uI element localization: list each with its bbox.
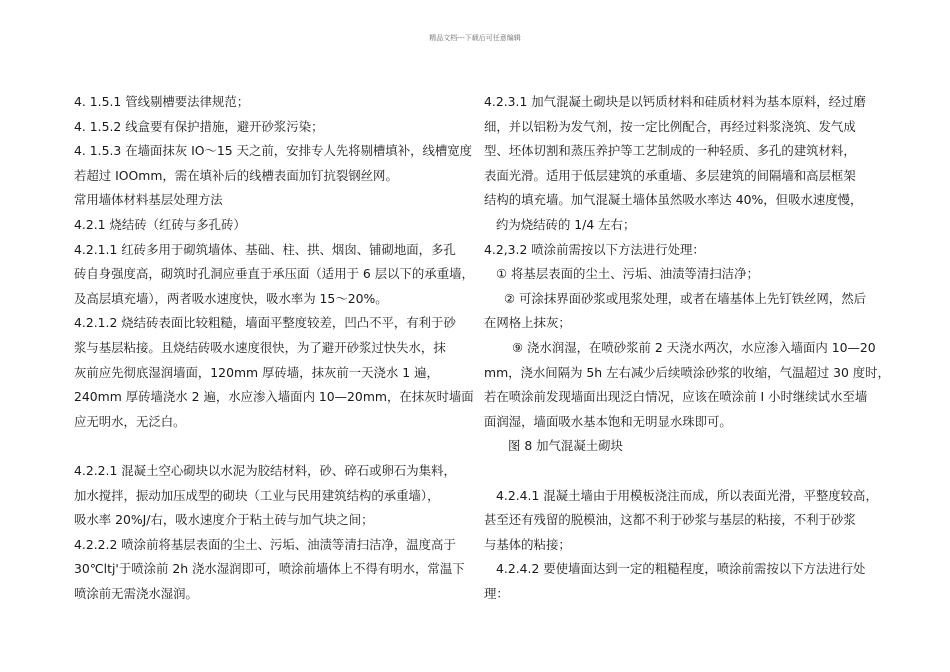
section-heading: 常用墙体材料基层处理方法 [74,192,223,208]
paragraph-4-2-3-1-cont: 型、坯体切割和蒸压养护等工艺制成的一种轻质、多孔的建筑材料， [484,143,856,159]
paragraph-4-2-3-1-cont: 表面光滑。适用于低层建筑的承重墙、多层建筑的间隔墙和高层框架 [484,167,856,183]
right-column [484,90,890,606]
subsection-heading-4-2-1: 4.2.1 烧结砖（红砖与多孔砖） [74,216,246,232]
blank-line [74,434,474,459]
paragraph-4-2-2-2-cont: 喷涂前无需浇水湿润。 [74,585,198,601]
paragraph-4-2-2-1: 4.2.2.1 混凝土空心砌块以水泥为胶结材料，砂、碎石或卵石为集料， [74,462,456,478]
list-item-3: ⑨ 浇水润湿，在喷砂浆前 2 天浇水两次，水应渗入墙面内 10—20 [512,339,876,355]
paragraph-4-2-1-2-cont: 应无明水，无泛白。 [74,413,186,429]
list-item-2-cont: 在网格上抹灰； [484,315,571,331]
paragraph-4-1-5-1: 4. 1.5.1 管线剔槽要法律规范； [74,94,250,109]
left-column [74,90,474,606]
paragraph-4-2-1-1: 4.2.1.1 红砖多用于砌筑墙体、基础、柱、拱、烟囱、铺砌地面，多孔 [74,241,456,257]
paragraph-4-2-2-2: 4.2.2.2 喷涂前将基层表面的尘土、污垢、油渍等清扫洁净，温度高于 [74,536,456,552]
paragraph-4-2-4-1: 4.2.4.1 混凝土墙由于用模板浇注而成，所以表面光滑，平整度较高， [496,487,878,503]
paragraph-4-2-1-2: 4.2.1.2 烧结砖表面比较粗糙，墙面平整度较差，凹凸不平，有利于砂 [74,315,456,331]
paragraph-4-2-3-1-cont: 约为烧结砖的 1/4 左右； [496,216,636,232]
list-item-3-cont: 若在喷涂前发现墙面出现泛白情况，应该在喷涂前 I 小时继续试水至墙 [484,389,868,405]
paragraph-4-2-3-1: 4.2.3.1 加气混凝土砌块是以钙质材料和硅质材料为基本原料，经过磨 [484,94,866,109]
blank-line [484,459,882,484]
paragraph-4-2-1-2-cont: 240mm 厚砖墙浇水 2 遍，水应渗入墙面内 10—20mm，在抹灰时墙面 [74,389,474,405]
figure-caption: 图 8 加气混凝土砌块 [508,438,623,454]
list-item-1: ① 将基层表面的尘土、污垢、油渍等清扫洁净； [496,266,759,282]
paragraph-4-2-1-2-cont: 灰前应先彻底湿润墙面，120mm 厚砖墙，抹灰前一天浇水 1 遍， [74,364,439,380]
paragraph-4-2-3-2: 4.2,3.2 喷涂前需按以下方法进行处理： [484,241,705,257]
paragraph-4-2-2-1-cont: 加水搅拌，振动加压成型的砌块（工业与民用建筑结构的承重墙）， [74,487,440,503]
paragraph-4-2-1-2-cont: 浆与基层粘接。且烧结砖吸水速度很快，为了避开砂浆过快失水，抹 [74,339,446,355]
paragraph-4-2-1-1-cont: 砖自身强度高，砌筑时孔洞应垂直于承压面（适用于 6 层以下的承重墙， [74,266,474,282]
page-header: 精品文档---下载后可任意编辑 [429,34,521,42]
paragraph-4-1-5-2: 4. 1.5.2 线盒要有保护措施，避开砂浆污染； [74,118,324,134]
list-item-3-cont: 面润湿，墙面吸水基本饱和无明显水珠即可。 [484,413,732,429]
paragraph-4-2-4-2: 4.2.4.2 要使墙面达到一定的粗糙程度，喷涂前需按以下方法进行处 [496,561,866,577]
list-item-2: ② 可涂抹界面砂浆或甩浆处理，或者在墙基体上先钉铁丝网，然后 [504,290,866,306]
paragraph-4-2-4-1-cont: 甚至还有残留的脱模油，这都不利于砂浆与基层的粘接，不利于砂浆 [484,512,856,528]
paragraph-4-2-1-1-cont: 及高层填充墙），两者吸水速度快，吸水率为 15～20%。 [74,290,388,306]
paragraph-4-2-4-2-cont: 理： [484,585,509,601]
list-item-3-cont: mm，浇水间隔为 5h 左右减少后续喷涂砂浆的收缩，气温超过 30 度时， [484,364,890,380]
paragraph-4-2-4-1-cont: 与基体的粘接； [484,536,571,552]
paragraph-4-1-5-3-cont: 若超过 IOOmm，需在填补后的线槽表面加钉抗裂钢丝网。 [74,167,398,183]
paragraph-4-2-3-1-cont: 结构的填充墙。加气混凝土墙体虽然吸水率达 40%，但吸水速度慢， [484,192,863,208]
paragraph-4-1-5-3: 4. 1.5.3 在墙面抹灰 IO～15 天之前，安排专人先将剔槽填补，线槽宽度 [74,143,473,159]
paragraph-4-2-2-1-cont: 吸水率 20%J/右，吸水速度介于粘土砖与加气块之间； [74,512,374,528]
paragraph-4-2-3-1-cont: 细，并以铝粉为发气剂，按一定比例配合，再经过料浆浇筑、发气成 [484,118,856,134]
paragraph-4-2-2-2-cont: 30℃ltj'于喷涂前 2h 浇水湿润即可，喷涂前墙体上不得有明水，常温下 [74,561,465,577]
